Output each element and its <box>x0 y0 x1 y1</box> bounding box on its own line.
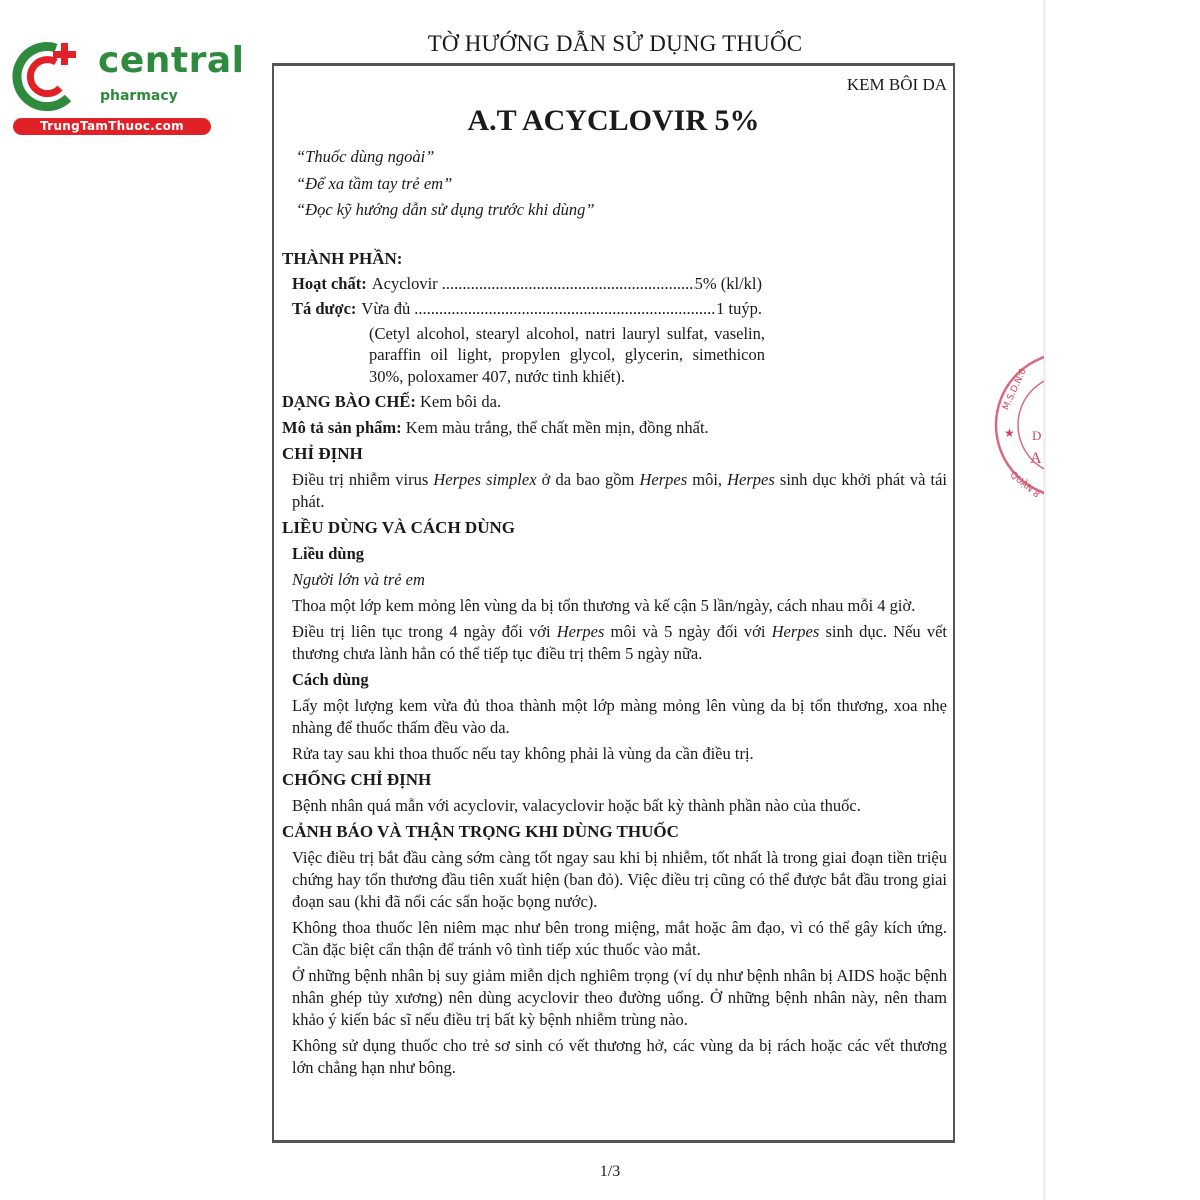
usage-subheading: Cách dùng <box>292 670 369 689</box>
composition-heading: THÀNH PHẦN: <box>282 248 403 268</box>
warning-line: “Thuốc dùng ngoài” <box>296 147 435 166</box>
document-header: TỜ HƯỚNG DẪN SỬ DỤNG THUỐC <box>427 31 803 56</box>
central-pharmacy-logo[interactable] <box>10 38 245 138</box>
precaution-paragraph: Việc điều trị bắt đầu càng sớm càng tốt ngay sau khi bị nhiễm, tốt nhất là trong giai đoạn tiền triệu chứng hay tổn thương đầu tiên xuất hiện (ban đỏ). Việc điều trị cũng có thể được bắt đầu trong giai đoạn sau (khi đã nổi các sẩn hoặc bọng nước). <box>292 848 947 911</box>
text-run: Herpes <box>639 470 688 489</box>
svg-text:QUẬN 8: QUẬN 8 <box>1007 470 1042 501</box>
dosage-form <box>282 391 947 413</box>
text-run: Điều trị liên tục trong 4 ngày đối với <box>292 622 557 641</box>
stamp-seal-icon <box>990 345 1044 505</box>
excipient-row <box>282 298 762 320</box>
active-label: Hoạt chất: <box>292 273 367 293</box>
active-amount: 5% (kl/kl) <box>694 273 762 293</box>
excipient-list: (Cetyl alcohol, stearyl alcohol, natri lauryl sulfat, vaselin, paraffin oil light, propylen glycol, glycerin, simethicon 30%, poloxamer 407, nước tinh khiết). <box>369 323 765 386</box>
indications-text <box>282 469 947 513</box>
form-tag: KEM BÔI DA <box>846 75 947 94</box>
warning-line: “Để xa tầm tay trẻ em” <box>296 173 453 193</box>
page-number: 1/3 <box>599 1163 621 1180</box>
dose-paragraph <box>282 621 947 665</box>
dosage-heading: LIỀU DÙNG VÀ CÁCH DÙNG <box>282 518 515 537</box>
svg-text:M.S.D.N:0: M.S.D.N:0 <box>1001 367 1029 412</box>
text-run: sinh dục khởi phát và tái phát. <box>292 470 947 511</box>
text-run: môi và 5 ngày đối với <box>604 622 772 641</box>
dosage-form-value: Kem bôi da. <box>419 392 502 411</box>
active-value: Acyclovir <box>371 273 438 293</box>
usage-paragraph: Rửa tay sau khi thoa thuốc nếu tay không phải là vùng da cần điều trị. <box>292 744 754 763</box>
precautions-heading: CẢNH BÁO VÀ THẬN TRỌNG KHI DÙNG THUỐC <box>282 822 679 841</box>
dose-group: Người lớn và trẻ em <box>292 570 425 589</box>
leader-dots <box>410 298 716 320</box>
logo-website-badge[interactable]: TrungTamThuoc.com <box>13 118 211 135</box>
excipient-amount: 1 tuýp. <box>716 298 762 318</box>
text-run: môi, <box>687 470 728 489</box>
leaflet-box <box>272 63 955 1143</box>
pharmacy-cross-icon <box>10 38 90 116</box>
text-run: ở da bao gồm <box>536 470 640 489</box>
product-title: A.T ACYCLOVIR 5% <box>467 104 760 137</box>
precaution-paragraph: Không sử dụng thuốc cho trẻ sơ sinh có vết thương hở, các vùng da bị rách hoặc các vết thương lớn chẳng hạn như bông. <box>292 1036 947 1077</box>
company-stamp <box>990 345 1044 505</box>
text-run: Herpes simplex <box>433 470 537 489</box>
leaflet-content <box>282 144 947 1079</box>
precaution-paragraph: Ở những bệnh nhân bị suy giảm miễn dịch nghiêm trọng (ví dụ như bệnh nhân bị AIDS hoặc bệnh nhân ghép tủy xương) nên dùng acyclovir theo đường uống. Ở những bệnh nhân này, nên tham khảo ý kiến bác sĩ nếu điều trị bất kỳ bệnh nhiễm trùng nào. <box>292 966 947 1029</box>
active-ingredient-row <box>282 273 762 295</box>
svg-text:★: ★ <box>1004 426 1015 440</box>
warning-line: “Đọc kỹ hướng dẫn sử dụng trước khi dùng” <box>296 200 595 219</box>
leader-dots <box>438 273 695 295</box>
page-edge <box>1043 0 1046 1200</box>
excipient-label: Tá dược: <box>292 298 357 318</box>
product-description <box>282 417 947 439</box>
dosage-form-label: DẠNG BÀO CHẾ: <box>282 392 416 411</box>
text-run: sinh dục. Nếu vết thương chưa lành hẳn có thể tiếp tục điều trị thêm 5 ngày nữa. <box>292 622 947 663</box>
text-run: Herpes <box>556 622 605 641</box>
precaution-paragraph: Không thoa thuốc lên niêm mạc như bên trong miệng, mắt hoặc âm đạo, vì có thể gây kích ứng. Cần đặc biệt cẩn thận để tránh vô tình tiếp xúc thuốc vào mắt. <box>292 918 947 959</box>
svg-text:A: A <box>1030 450 1042 467</box>
contraindications-heading: CHỐNG CHỈ ĐỊNH <box>282 770 432 789</box>
logo-subtitle: pharmacy <box>100 88 178 104</box>
dose-subheading: Liều dùng <box>292 544 364 563</box>
indications-heading: CHỈ ĐỊNH <box>282 444 363 463</box>
description-label: Mô tả sản phẩm: <box>282 418 402 437</box>
contraindications-text: Bệnh nhân quá mẫn với acyclovir, valacyclovir hoặc bất kỳ thành phần nào của thuốc. <box>292 796 861 815</box>
text-run: Herpes <box>727 470 775 489</box>
excipient-value: Vừa đủ <box>361 298 411 318</box>
description-value: Kem màu trắng, thể chất mền mịn, đồng nhất. <box>405 418 709 437</box>
svg-text:D: D <box>1032 428 1042 443</box>
text-run: Điều trị nhiễm virus <box>292 470 434 489</box>
logo-brand: central <box>98 40 245 81</box>
usage-paragraph: Lấy một lượng kem vừa đủ thoa thành một lớp màng mỏng lên vùng da bị tổn thương, xoa nhẹ nhàng để thuốc thấm đều vào da. <box>292 696 947 737</box>
dose-paragraph: Thoa một lớp kem mỏng lên vùng da bị tổn thương và kế cận 5 lần/ngày, cách nhau mỗi 4 giờ. <box>292 596 916 615</box>
text-run: Herpes <box>771 622 820 641</box>
